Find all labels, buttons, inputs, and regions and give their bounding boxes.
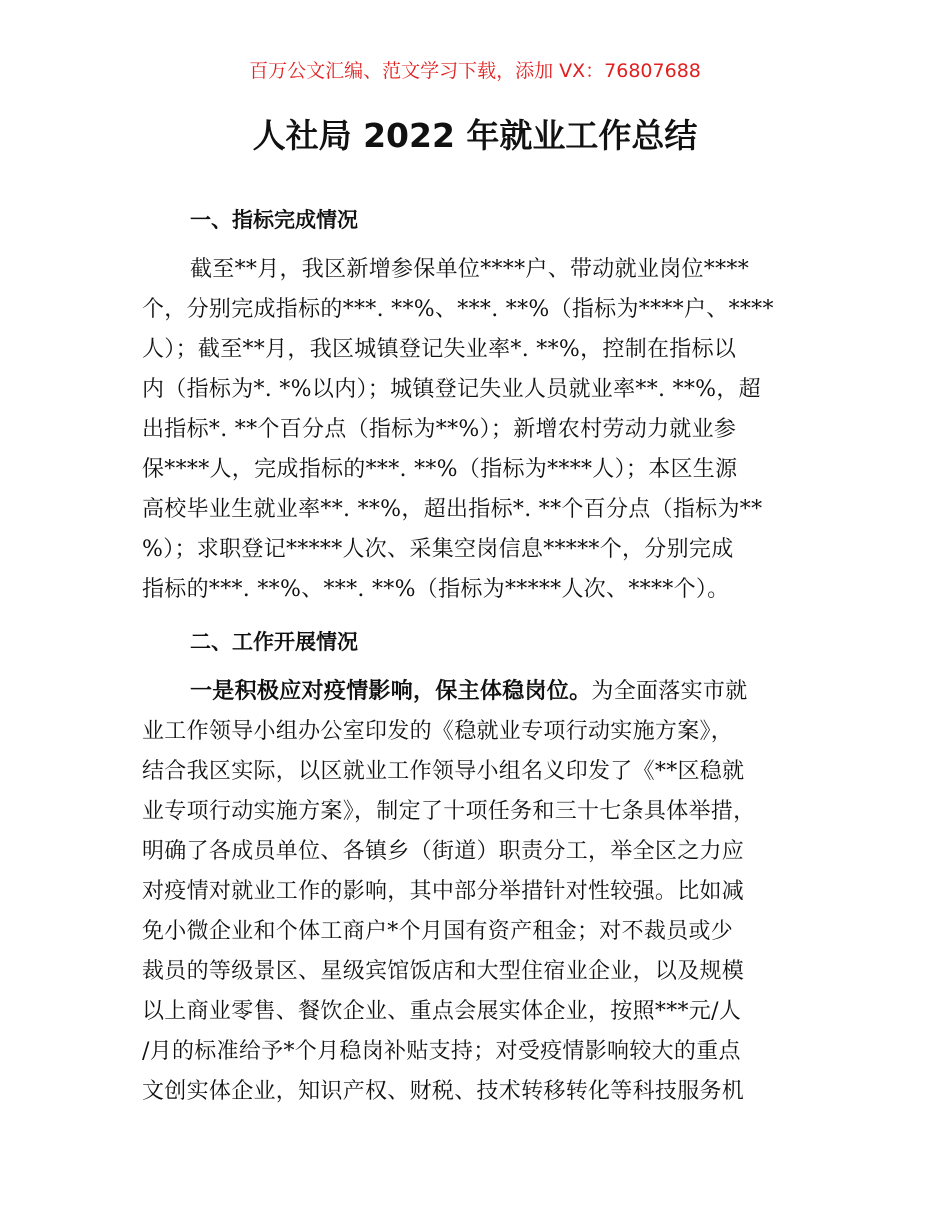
text-line: 结合我区实际，以区就业工作领导小组名义印发了《**区稳就 bbox=[142, 759, 745, 784]
text-line: 明确了各成员单位、各镇乡（街道）职责分工，举全区之力应 bbox=[142, 839, 745, 864]
paragraph-lead-bold: 一是积极应对疫情影响，保主体稳岗位。 bbox=[190, 679, 592, 704]
paragraph-lead-rest: 为全面落实市就 bbox=[591, 679, 748, 704]
text-line: /月的标准给予*个月稳岗补贴支持；对受疫情影响较大的重点 bbox=[142, 1039, 741, 1064]
text-line: 指标的***. **%、***. **%（指标为*****人次、****个）。 bbox=[142, 577, 730, 602]
text-line: 文创实体企业，知识产权、财税、技术转移转化等科技服务机 bbox=[142, 1079, 745, 1104]
paragraph-indicators bbox=[142, 250, 822, 610]
document-body bbox=[142, 200, 822, 1124]
text-line: %）；求职登记*****人次、采集空岗信息*****个，分别完成 bbox=[142, 537, 734, 562]
text-line-lead bbox=[142, 672, 822, 712]
text-line: 截至**月，我区新增参保单位****户、带动就业岗位**** bbox=[190, 257, 750, 282]
section-heading-indicators: 一、指标完成情况 bbox=[190, 208, 358, 232]
text-line: 免小微企业和个体工商户*个月国有资产租金；对不裁员或少 bbox=[142, 919, 734, 944]
document-title: 人社局 2022 年就业工作总结 bbox=[252, 116, 698, 155]
text-line: 高校毕业生就业率**. **%，超出指标*. **个百分点（指标为** bbox=[142, 497, 763, 522]
section-heading-work: 二、工作开展情况 bbox=[190, 630, 358, 654]
watermark-banner: 百万公文汇编、范文学习下载，添加 VX：76807688 bbox=[249, 60, 701, 82]
text-line: 对疫情对就业工作的影响，其中部分举措针对性较强。比如减 bbox=[142, 879, 745, 904]
text-line: 以上商业零售、餐饮企业、重点会展实体企业，按照***元/人 bbox=[142, 999, 742, 1024]
text-line: 个，分别完成指标的***. **%、***. **%（指标为****户、**** bbox=[142, 297, 774, 322]
text-line: 保****人，完成指标的***. **%（指标为****人）；本区生源 bbox=[142, 457, 738, 482]
paragraph-work-1 bbox=[142, 672, 822, 1112]
text-line: 裁员的等级景区、星级宾馆饭店和大型住宿业企业，以及规模 bbox=[142, 959, 745, 984]
text-line: 出指标*. **个百分点（指标为**%）；新增农村劳动力就业参 bbox=[142, 417, 737, 442]
text-line: 内（指标为*. *%以内）；城镇登记失业人员就业率**. **%，超 bbox=[142, 377, 761, 402]
text-line: 业工作领导小组办公室印发的《稳就业专项行动实施方案》， bbox=[142, 719, 734, 744]
text-line: 人）；截至**月，我区城镇登记失业率*. **%，控制在指标以 bbox=[142, 337, 737, 362]
text-line: 业专项行动实施方案》，制定了十项任务和三十七条具体举措， bbox=[142, 799, 756, 824]
